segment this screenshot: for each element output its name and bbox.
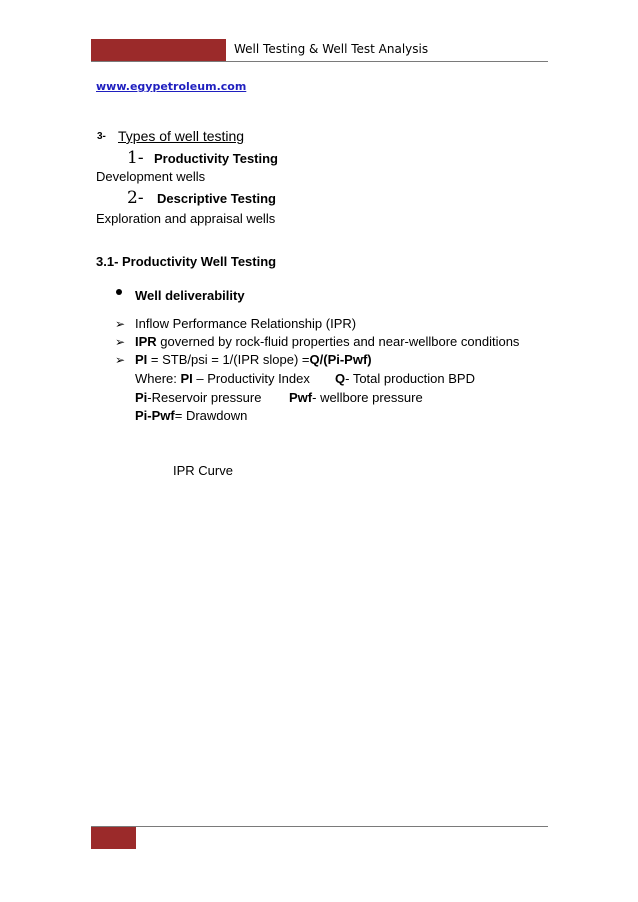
arrow-bullet-icon: ➢ [115, 353, 126, 367]
bullet-text: Well deliverability [135, 288, 245, 303]
pi-term: PI [135, 352, 148, 367]
pi-definition: = STB/psi = 1/(IPR slope) = [147, 352, 310, 367]
header-title: Well Testing & Well Test Analysis [234, 42, 429, 56]
wellbore-pressure-line [289, 390, 423, 405]
drawdown-definition: = Drawdown [174, 408, 248, 423]
pi-symbol-definition: – Productivity Index [192, 371, 310, 386]
arrow-bullet-text [135, 352, 372, 367]
reservoir-pressure-line [135, 390, 261, 405]
item-numeral: 2- [127, 188, 144, 208]
q-symbol: Q [335, 371, 346, 386]
section-number: 3- [97, 131, 106, 142]
pi-pressure-definition: -Reservoir pressure [147, 390, 262, 405]
figure-caption: IPR Curve [173, 463, 233, 478]
pi-pressure-symbol: Pi [135, 390, 148, 405]
header-rule [91, 61, 548, 62]
pwf-symbol: Pwf [289, 390, 313, 405]
arrow-bullet-icon: ➢ [115, 335, 126, 349]
drawdown-line [135, 408, 247, 423]
arrow-bullet-text: Inflow Performance Relationship (IPR) [135, 316, 357, 331]
pwf-definition: - wellbore pressure [312, 390, 423, 405]
where-line [135, 371, 310, 386]
ipr-term: IPR [135, 334, 157, 349]
section-title: Types of well testing [118, 128, 245, 144]
item-label: Productivity Testing [154, 151, 278, 166]
footer-rule [91, 826, 548, 827]
item-description: Exploration and appraisal wells [96, 211, 276, 226]
item-label: Descriptive Testing [157, 191, 276, 206]
ipr-description: governed by rock-fluid properties and near-wellbore conditions [156, 334, 520, 349]
footer-accent-bar [91, 827, 136, 849]
pi-formula: Q/(Pi-Pwf) [309, 352, 372, 367]
subsection-title: 3.1- Productivity Well Testing [96, 254, 277, 269]
arrow-bullet-text [135, 334, 519, 349]
where-prefix: Where: [135, 371, 181, 386]
website-link[interactable]: www.egypetroleum.com [96, 80, 247, 93]
item-description: Development wells [96, 169, 206, 184]
pi-symbol: PI [180, 371, 193, 386]
arrow-bullet-icon: ➢ [115, 317, 126, 331]
bullet-dot-icon [116, 289, 122, 295]
drawdown-symbol: Pi-Pwf [135, 408, 175, 423]
q-definition [335, 371, 475, 386]
q-symbol-definition: - Total production BPD [345, 371, 475, 386]
item-numeral: 1- [127, 148, 144, 168]
header-accent-bar [91, 39, 226, 61]
